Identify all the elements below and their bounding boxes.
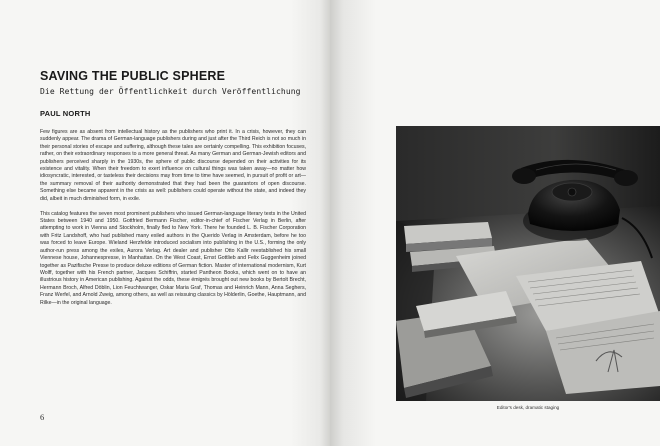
photo-caption: Editor's desk, dramatic staging [496, 405, 560, 410]
chapter-title: SAVING THE PUBLIC SPHERE [40, 69, 226, 83]
photo-illustration [396, 126, 660, 401]
body-text [40, 129, 306, 315]
paragraph: This catalog features the seven most prominent publishers who issued German-language literary texts in the United States between 1940 and 1950. Gottfried Bermann Fischer, editor-in-chief of Fischer Verlag in Berlin, after attempting to work in Vienna and Stockholm, finally fled to New York. There he founded L. B. Fischer Corporation with Fritz Landshoff, who had published many exiled authors in the Querido Verlag in Amsterdam, before he too was forced to leave Europe. Wieland Herzfelde introduced socialism into publishing in the U.S., forming the only author-run press among the exiles, Aurora Verlag. Art dealer and publisher Otto Kallir reestablished his small Viennese house, Johannespresse, in Manhattan. On the West Coast, Ernst Gottlieb and Felix Guggenheim joined together as Pazifische Presse to produce deluxe editions of German fiction. Master of international modernism, Kurt Wolff, together with his French partner, Jacques Schiffrin, started Pantheon Books, which went on to have an illustrious history in American publishing. Against the odds, these émigrés brought out new books by Bertolt Brecht, Hermann Broch, Alfred Döblin, Lion Feuchtwanger, Oskar Maria Graf, Thomas and Heinrich Mann, Anna Seghers, Franz Werfel, and Arnold Zweig, among others, as well as reissuing classics by Hölderlin, Goethe, Hauptmann, and Rilke—in the original language. [40, 210, 306, 306]
author-name: PAUL NORTH [40, 109, 91, 118]
right-page [330, 0, 660, 446]
chapter-subtitle: Die Rettung der Öffentlichkeit durch Veröffentlichung [40, 87, 301, 96]
page-number: 6 [40, 412, 45, 422]
desk-telephone-photo [396, 126, 660, 401]
paragraph: Few figures are as absent from intellectual history as the publishers who print it. In a crisis, however, they can suddenly appear. The drama of German-language publishers during and just after the Third Reich is not so much in their personal stories of escape and suffering, although these tales are certainly compelling. This exhibition focuses, rather, on their extraordinary responses to a more general threat. As many German and German-Jewish editors and publishers perceived sharply in the 1930s, the sphere of public discourse depended on their activities for its existence and vitality. When their freedom to exert influence on cultural things was taken away—no matter how idiosyncratic, interested, or tasteless their decisions may from time to time have seemed, in pursuit of profit or art—the summary removal of their authority demonstrated that they had been the guarantors of open discourse. Something else became apparent in the crisis as well: publishers could operate without the state, and indeed they did, albeit in much diminished form, in exile. [40, 129, 306, 202]
